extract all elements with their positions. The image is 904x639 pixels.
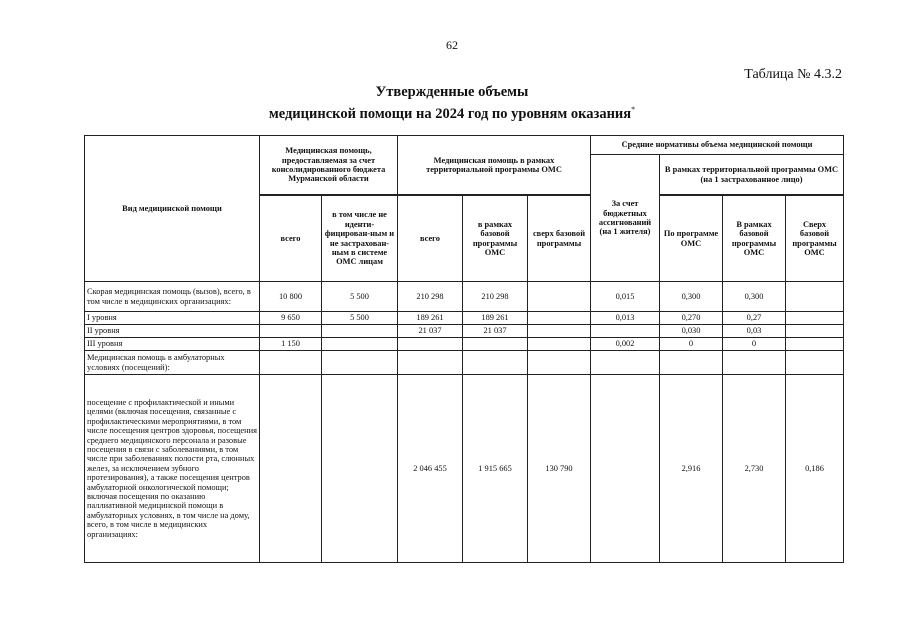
- cell: [398, 351, 463, 375]
- cell: 0,186: [786, 375, 844, 563]
- row-name: I уровня: [85, 312, 260, 325]
- cell: [528, 282, 591, 312]
- row-name: II уровня: [85, 325, 260, 338]
- row-name: Скорая медицинская помощь (вызов), всего, в том числе в медицинских организациях:: [85, 282, 260, 312]
- cell: [786, 351, 844, 375]
- cell: 0,300: [660, 282, 723, 312]
- header-terr-base: в рамках базовой программы ОМС: [463, 196, 528, 282]
- cell: 21 037: [398, 325, 463, 338]
- cell: [463, 338, 528, 351]
- cell: 0: [723, 338, 786, 351]
- cell: 0,002: [591, 338, 660, 351]
- cell: 1 915 665: [463, 375, 528, 563]
- cell: 2 046 455: [398, 375, 463, 563]
- cell: 0,03: [723, 325, 786, 338]
- cell: [528, 312, 591, 325]
- header-terr-above: сверх базовой программы: [528, 196, 591, 282]
- header-consolidated: Медицинская помощь, предоставляемая за счет консолидированного бюджета Мурманской области: [260, 136, 398, 195]
- table-row: [85, 351, 844, 375]
- title-line-1: Утвержденные объемы: [375, 84, 529, 100]
- cell: 9 650: [260, 312, 322, 325]
- document-title: [0, 84, 904, 123]
- header-norm: Средние нормативы объема медицинской помощи: [591, 136, 844, 155]
- table-row: [85, 325, 844, 338]
- cell: 5 500: [322, 312, 398, 325]
- header-norm-program: По программе ОМС: [660, 196, 723, 282]
- table-row: [85, 338, 844, 351]
- cell: 189 261: [463, 312, 528, 325]
- cell: [786, 338, 844, 351]
- cell: [260, 375, 322, 563]
- table-row: [85, 282, 844, 312]
- cell: 210 298: [463, 282, 528, 312]
- cell: 130 790: [528, 375, 591, 563]
- header-norm-budget: За счет бюджетных ассигнований (на 1 жителя): [591, 155, 660, 282]
- cell: 0,030: [660, 325, 723, 338]
- cell: [322, 325, 398, 338]
- cell: 5 500: [322, 282, 398, 312]
- header-terr-total: всего: [398, 196, 463, 282]
- cell: [786, 282, 844, 312]
- row-name: III уровня: [85, 338, 260, 351]
- cell: 10 800: [260, 282, 322, 312]
- header-consolidated-total: всего: [260, 196, 322, 282]
- table-row: [85, 312, 844, 325]
- cell: 2,916: [660, 375, 723, 563]
- cell: [322, 375, 398, 563]
- cell: 210 298: [398, 282, 463, 312]
- cell: [786, 325, 844, 338]
- cell: [322, 351, 398, 375]
- header-norm-above: Сверх базовой программы ОМС: [786, 196, 844, 282]
- table-label: Таблица № 4.3.2: [744, 67, 842, 82]
- cell: [786, 312, 844, 325]
- row-name: посещение с профилактической и иными целями (включая посещения, связанные с профилактическими мероприятиями, в том числе посещения центров здоровья, посещения среднего медицинского персонала и разовые посещения в связи с заболеваниями, в том числе при заболеваниях полости рта, слюнных желез, за исключением зубного протезирования), а также посещения центров амбулаторной онкологической помощи; включая посещения по оказанию паллиативной медицинской помощи в амбулаторных условиях, в том числе на дому, всего, в том числе в медицинских организациях:: [85, 375, 260, 563]
- cell: 0,27: [723, 312, 786, 325]
- page-number: 62: [446, 38, 458, 52]
- row-name: Медицинская помощь в амбулаторных условиях (посещений):: [85, 351, 260, 375]
- header-norm-base: В рамках базовой программы ОМС: [723, 196, 786, 282]
- cell: [260, 351, 322, 375]
- cell: 2,730: [723, 375, 786, 563]
- cell: [723, 351, 786, 375]
- title-line-2: [0, 101, 904, 123]
- cell: [463, 351, 528, 375]
- header-consolidated-unidentified: в том числе не иденти-фицирован-ным и не застрахован-ным в системе ОМС лицам: [322, 196, 398, 282]
- cell: 21 037: [463, 325, 528, 338]
- table-row: [85, 375, 844, 563]
- cell: [398, 338, 463, 351]
- cell: [528, 338, 591, 351]
- footnote-mark: *: [631, 105, 636, 114]
- cell: [260, 325, 322, 338]
- cell: 0: [660, 338, 723, 351]
- cell: 0,013: [591, 312, 660, 325]
- volumes-table: [84, 135, 844, 563]
- cell: [591, 325, 660, 338]
- cell: [591, 375, 660, 563]
- cell: [660, 351, 723, 375]
- cell: [528, 325, 591, 338]
- cell: 189 261: [398, 312, 463, 325]
- cell: 1 150: [260, 338, 322, 351]
- header-terr: Медицинская помощь в рамках территориальной программы ОМС: [398, 136, 591, 195]
- title-line-2-text: медицинской помощи на 2024 год по уровням оказания: [268, 105, 632, 122]
- cell: [591, 351, 660, 375]
- cell: 0,015: [591, 282, 660, 312]
- cell: [322, 338, 398, 351]
- cell: 0,300: [723, 282, 786, 312]
- header-norm-oms: В рамках территориальной программы ОМС (на 1 застрахованное лицо): [660, 155, 844, 195]
- header-vid: Вид медицинской помощи: [85, 136, 260, 282]
- cell: [528, 351, 591, 375]
- cell: 0,270: [660, 312, 723, 325]
